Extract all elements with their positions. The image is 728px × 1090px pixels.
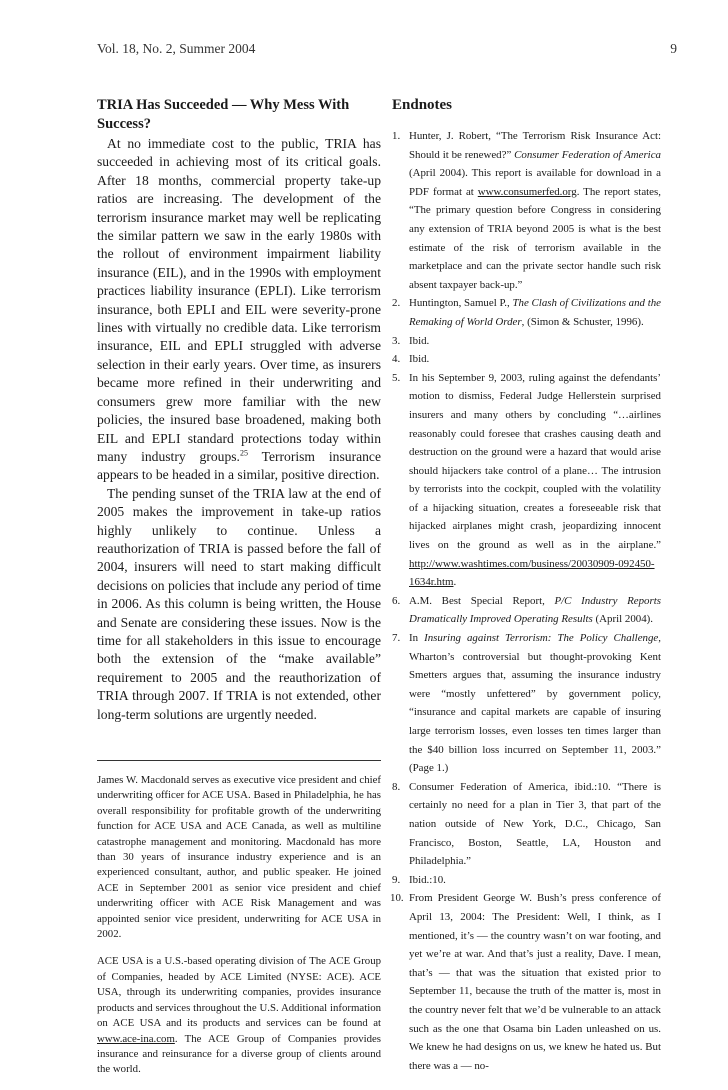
endnote-1: 1. Hunter, J. Robert, “The Terrorism Risk Insurance Act: Should it be renewed?” Consumer Federation of America (April 2004). This report is available for download in a PDF format at www.consumerfed.org. The report states, “The primary question before Congress in considering any extension of TRIA beyond 2005 is what is the best estimate of the risk of terrorism available in the marketplace and can the private sector handle such risk absent taxpayer back-up.” <box>392 130 661 291</box>
left-column <box>97 96 381 1090</box>
endnote-6: 6. A.M. Best Special Report, P/C Industry Reports Dramatically Improved Operating Results (April 2004). <box>392 594 661 626</box>
divider-rule <box>97 760 381 761</box>
author-bio: James W. Macdonald serves as executive vice president and chief underwriting officer for ACE USA. Based in Philadelphia, he has overall responsibility for profitable growth of the underwriting function for ACE USA and ACE Canada, as well as multiline catastrophe management and monitoring. Macdonald has more than 30 years of insurance industry experience and is an experienced consultant, author, and public speaker. He joined ACE in September 2001 as senior vice president and chief underwriting officer with ACE Risk Management and was appointed senior vice president, underwriting for ACE USA in 2002. <box>97 774 381 941</box>
ace-website-link[interactable]: www.ace-ina.com <box>97 1032 175 1045</box>
right-column <box>392 96 661 1075</box>
endnote-5: 5. In his September 9, 2003, ruling against the defendants’ motion to dismiss, Federal Judge Hellerstein surprised insurers and many others by concluding “…airlines reasonably could foresee that crashes causing death and destruction on the ground were a hazard that would arise should hijackers take control of a plane… The intrusion by terrorists into the cockpit, coupled with the volatility of a hijacking situation, creates a foreseeable risk that hijacked airplanes might crash, jeopardizing innocent lives on the ground as well as in the airplane.” http://www.washtimes.com/business/20030909-092450-1634r.htm. <box>392 371 661 589</box>
running-header <box>97 41 677 57</box>
endnotes-list <box>392 127 661 1075</box>
issue-info: Vol. 18, No. 2, Summer 2004 <box>97 41 256 56</box>
endnotes-heading: Endnotes <box>392 97 453 113</box>
article-paragraph-1: At no immediate cost to the public, TRIA has succeeded in achieving most of its critical goals. After 18 months, commercial property take-up ratios are increasing. The development of the terrorism insurance market may well be replicating the similar pattern we saw in the early 1980s with the rollout of environment impairment liability insurance (EIL), and in the 1990s with employment practices liability insurance (EPLI). Like terrorism insurance, both EPLI and EIL were severity-prone lines with virtually no credible data. Like terrorism insurance, EIL and EPLI struggled with adverse selection in their early years. Over time, as insurers became more refined in their underwriting and consumers grew more familiar with the new policies, the insured base broadened, making both EIL and EPLI standard protections today within many industry groups.$^{25}$ Terrorism insurance appears to be headed in a similar, positive direction. <box>97 136 381 483</box>
washtimes-link[interactable]: http://www.washtimes.com/business/20030909-092450-1634r.htm <box>409 557 655 589</box>
endnote-4: 4. Ibid. <box>392 353 430 366</box>
endnote-3: 3. Ibid. <box>392 334 430 347</box>
endnote-7: 7. In Insuring against Terrorism: The Policy Challenge, Wharton’s controversial but thought-provoking Kent Smetters argues that, assuming the insurance industry were “mostly unfettered” by government policy, “insurance and capital markets are capable of insuring large terrorism losses, even losses ten times larger than the $40 billion loss incurred on September 11, 2003.” (Page 1.) <box>392 632 661 775</box>
section-heading: TRIA Has Succeeded — Why Mess With Success? <box>97 97 350 132</box>
endnote-9: 9. Ibid.:10. <box>392 873 446 886</box>
consumerfed-link[interactable]: www.consumerfed.org <box>477 185 577 198</box>
endnote-10: 10. From President George W. Bush’s press conference of April 13, 2004: The President: Well, I think, as I mentioned, it’s — the country wasn’t on war footing, and yet we’re at war. And that’s just a reality, Dave. I mean, that’s — that was the situation that existed prior to September 11, because the truth of the matter is, most in the country never felt that we’d be vulnerable to an attack such as the one that Osama bin Laden unleashed on us. We knew he had designs on us, we knew he hated us. But there was a — no- <box>390 892 661 1072</box>
endnote-8: 8. Consumer Federation of America, ibid.:10. “There is certainly no need for a plan in Tier 3, that part of the nation outside of New York, D.C., Chicago, San Francisco, Boston, Seattle, LA, Houston and Philadelphia.” <box>392 780 661 868</box>
page-number: 9 <box>670 41 677 56</box>
footnote-ref-25[interactable]: 25 <box>239 448 248 458</box>
article-paragraph-2: The pending sunset of the TRIA law at the end of 2005 makes the improvement in take-up ratios highly unlikely to continue. Unless a reauthorization of TRIA is passed before the fall of 2004, insurers will need to start making difficult decisions on policies that include any period of time in 2006. As this column is being written, the House and Senate are considering these issues. Now is the time for all stakeholders in this issue to encourage both the extension of the “make available” requirement to 2005 and the reauthorization of TRIA through 2007. If TRIA is not extended, other long-term solutions are urgently needed. <box>97 485 381 722</box>
endnote-2: 2. Huntington, Samuel P., The Clash of Civilizations and the Remaking of World Order, (Simon & Schuster, 1996). <box>392 297 662 328</box>
company-bio: ACE USA is a U.S.-based operating division of The ACE Group of Companies, headed by ACE Limited (NYSE: ACE). ACE USA, through its underwriting companies, provides insurance products and services throughout the U.S. Additional information on ACE USA and its products and services can be found at www.ace-ina.com. The ACE Group of Companies provides insurance and reinsurance for a diverse group of clients around the world. <box>97 955 381 1076</box>
